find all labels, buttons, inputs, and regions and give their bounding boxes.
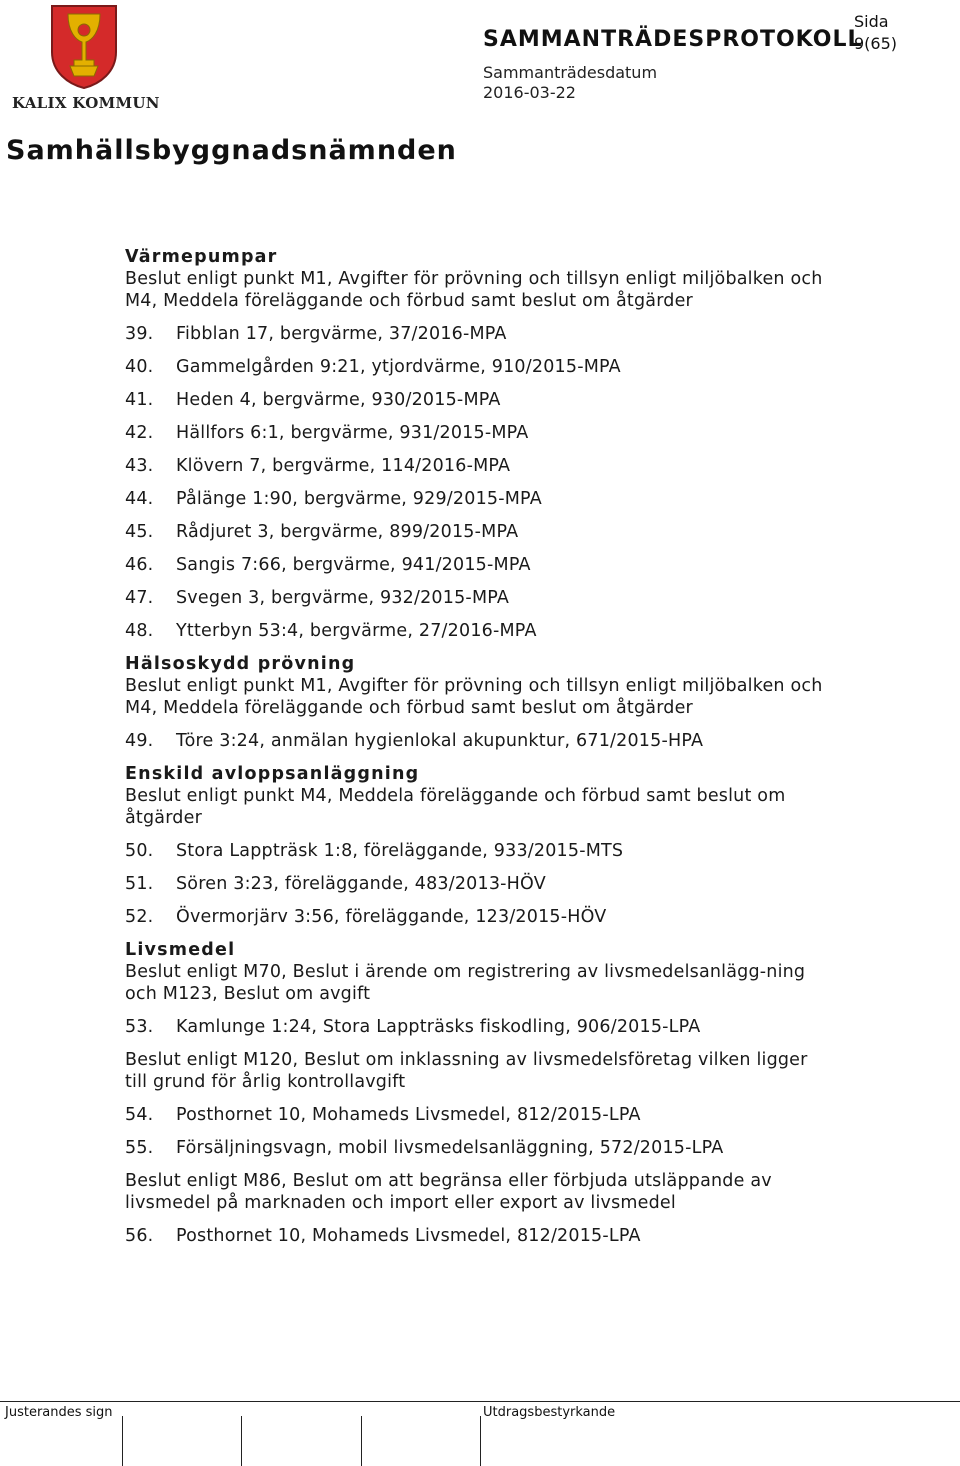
agenda-item (125, 521, 825, 543)
agenda-item (125, 356, 825, 378)
item-number: 47. (125, 588, 154, 608)
item-title: Sangis 7:66, bergvärme, 941/2015-MPA (176, 555, 531, 575)
agenda-item (125, 730, 825, 752)
item-number: 49. (125, 731, 154, 751)
section (125, 653, 825, 752)
section-heading: Värmepumpar (125, 247, 278, 267)
footer-divider (0, 1401, 960, 1402)
item-title: Posthornet 10, Mohameds Livsmedel, 812/2015-LPA (176, 1105, 641, 1125)
item-number: 45. (125, 522, 154, 542)
committee-title: Samhällsbyggnadsnämnden (6, 135, 457, 166)
agenda-item (125, 1016, 825, 1038)
agenda-item (125, 455, 825, 477)
agenda-item (125, 1104, 825, 1126)
item-number: 44. (125, 489, 154, 509)
item-title: Heden 4, bergvärme, 930/2015-MPA (176, 390, 501, 410)
signature-footer (0, 1401, 960, 1466)
signature-box-divider (361, 1416, 362, 1466)
item-number: 40. (125, 357, 154, 377)
agenda-item (125, 620, 825, 642)
item-title: Klövern 7, bergvärme, 114/2016-MPA (176, 456, 511, 476)
section (125, 246, 825, 642)
agenda-item (125, 422, 825, 444)
section (125, 763, 825, 928)
item-title: Stora Lappträsk 1:8, föreläggande, 933/2015-MTS (176, 841, 624, 861)
section-heading: Livsmedel (125, 940, 236, 960)
item-number: 56. (125, 1226, 154, 1246)
item-number: 48. (125, 621, 154, 641)
section (125, 939, 825, 1247)
item-title: Rådjuret 3, bergvärme, 899/2015-MPA (176, 522, 519, 542)
item-title: Sören 3:23, föreläggande, 483/2013-HÖV (176, 874, 546, 894)
item-number: 51. (125, 874, 154, 894)
coat-of-arms-icon (48, 2, 120, 90)
item-title: Svegen 3, bergvärme, 932/2015-MPA (176, 588, 510, 608)
item-number: 52. (125, 907, 154, 927)
agenda-item (125, 488, 825, 510)
page-number: 9(65) (854, 34, 898, 53)
item-title: Hällfors 6:1, bergvärme, 931/2015-MPA (176, 423, 529, 443)
item-title: Posthornet 10, Mohameds Livsmedel, 812/2015-LPA (176, 1226, 641, 1246)
decision-basis: Beslut enligt M70, Beslut i ärende om registrering av livsmedelsanlägg-ning och M123, Beslut om avgift (125, 962, 806, 1004)
decision-basis: Beslut enligt punkt M1, Avgifter för prövning och tillsyn enligt miljöbalken och M4, Meddela föreläggande och förbud samt beslut om åtgärder (125, 269, 823, 311)
adjusters-signature-label: Justerandes sign (5, 1405, 113, 1420)
decision-basis: Beslut enligt punkt M1, Avgifter för prövning och tillsyn enligt miljöbalken och M4, Meddela föreläggande och förbud samt beslut om åtgärder (125, 676, 823, 718)
agenda-item (125, 389, 825, 411)
meeting-date: 2016-03-22 (483, 83, 576, 102)
item-title: Försäljningsvagn, mobil livsmedelsanläggning, 572/2015-LPA (176, 1138, 724, 1158)
agenda-item (125, 873, 825, 895)
page-label: Sida (854, 12, 889, 31)
kalix-kommun-logo (10, 2, 160, 114)
item-number: 53. (125, 1017, 154, 1037)
signature-box-divider (480, 1416, 481, 1466)
protocol-body (125, 246, 825, 1247)
item-title: Fibblan 17, bergvärme, 37/2016-MPA (176, 324, 507, 344)
decision-basis: Beslut enligt M86, Beslut om att begränsa eller förbjuda utsläppande av livsmedel på marknaden och import eller export av livsmedel (125, 1171, 772, 1213)
item-number: 42. (125, 423, 154, 443)
item-number: 54. (125, 1105, 154, 1125)
item-number: 55. (125, 1138, 154, 1158)
item-title: Töre 3:24, anmälan hygienlokal akupunktur, 671/2015-HPA (176, 731, 704, 751)
logo-text: KALIX KOMMUN (12, 94, 160, 112)
item-title: Kamlunge 1:24, Stora Lappträsks fiskodling, 906/2015-LPA (176, 1017, 701, 1037)
agenda-item (125, 587, 825, 609)
item-title: Gammelgården 9:21, ytjordvärme, 910/2015-MPA (176, 357, 621, 377)
item-title: Ytterbyn 53:4, bergvärme, 27/2016-MPA (176, 621, 537, 641)
item-number: 41. (125, 390, 154, 410)
agenda-item (125, 840, 825, 862)
agenda-item (125, 554, 825, 576)
agenda-item (125, 323, 825, 345)
item-title: Övermorjärv 3:56, föreläggande, 123/2015-HÖV (176, 907, 607, 927)
document-title: SAMMANTRÄDESPROTOKOLL (483, 27, 863, 52)
signature-box-divider (241, 1416, 242, 1466)
agenda-item (125, 906, 825, 928)
signature-box-divider (122, 1416, 123, 1466)
section-heading: Enskild avloppsanläggning (125, 764, 420, 784)
item-number: 43. (125, 456, 154, 476)
decision-basis: Beslut enligt M120, Beslut om inklassning av livsmedelsföretag vilken ligger till grund för årlig kontrollavgift (125, 1050, 808, 1092)
section-heading: Hälsoskydd prövning (125, 654, 356, 674)
item-number: 50. (125, 841, 154, 861)
agenda-item (125, 1137, 825, 1159)
item-number: 46. (125, 555, 154, 575)
extract-certification-label: Utdragsbestyrkande (483, 1405, 616, 1420)
meeting-date-label: Sammanträdesdatum (483, 63, 658, 82)
item-number: 39. (125, 324, 154, 344)
decision-basis: Beslut enligt punkt M4, Meddela föreläggande och förbud samt beslut om åtgärder (125, 786, 786, 828)
agenda-item (125, 1225, 825, 1247)
item-title: Pålänge 1:90, bergvärme, 929/2015-MPA (176, 489, 542, 509)
